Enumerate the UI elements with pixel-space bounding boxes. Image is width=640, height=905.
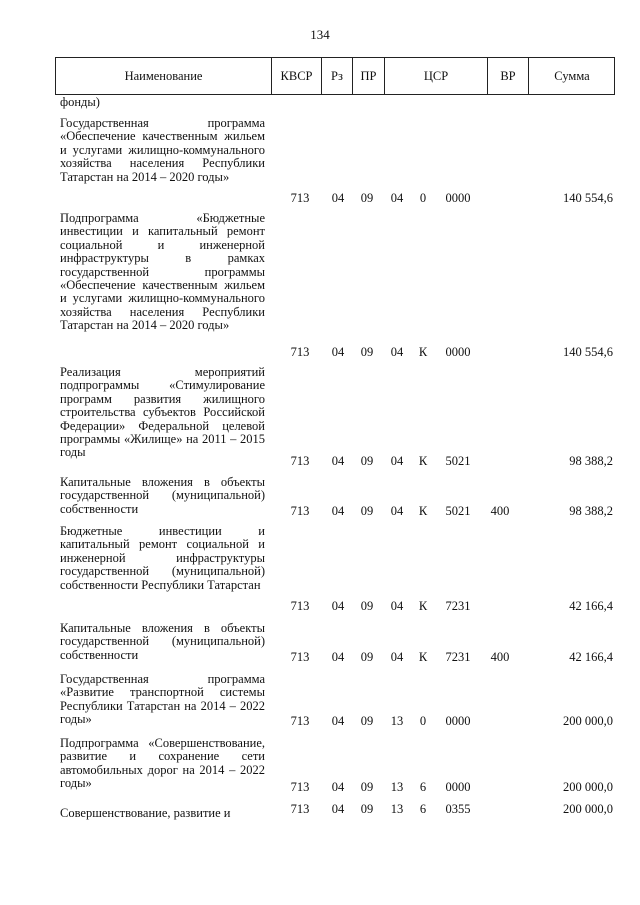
cell-csr-part3: 0000 bbox=[445, 714, 471, 728]
cell-csr-part2: К bbox=[418, 504, 428, 518]
cell-csr-part3: 5021 bbox=[445, 504, 471, 518]
cell-pr: 09 bbox=[360, 504, 374, 518]
cell-csr-part2: К bbox=[418, 599, 428, 613]
cell-csr-part1: 04 bbox=[390, 599, 404, 613]
cell-sum: 98 388,2 bbox=[569, 454, 613, 468]
cell-csr-part3: 5021 bbox=[445, 454, 471, 468]
cell-csr-part3: 0000 bbox=[445, 345, 471, 359]
cell-sum: 140 554,6 bbox=[563, 191, 613, 205]
cell-csr-part3: 0355 bbox=[445, 802, 471, 816]
cell-sum: 42 166,4 bbox=[569, 650, 613, 664]
cell-csr-part2: К bbox=[418, 345, 428, 359]
cell-csr-part1: 13 bbox=[390, 802, 404, 816]
cell-csr-part1: 13 bbox=[390, 780, 404, 794]
cell-csr-part1: 04 bbox=[390, 191, 404, 205]
col-header-vr: ВР bbox=[488, 58, 529, 94]
cell-rz: 04 bbox=[331, 802, 345, 816]
cell-sum: 42 166,4 bbox=[569, 599, 613, 613]
cell-csr-part2: 6 bbox=[419, 780, 427, 794]
cell-vr: 400 bbox=[490, 650, 510, 664]
cell-csr-part1: 04 bbox=[390, 454, 404, 468]
cell-kvsr: 713 bbox=[290, 802, 310, 816]
cell-pr: 09 bbox=[360, 650, 374, 664]
cell-rz: 04 bbox=[331, 650, 345, 664]
cell-rz: 04 bbox=[331, 191, 345, 205]
col-header-pr: ПР bbox=[353, 58, 385, 94]
cell-kvsr: 713 bbox=[290, 599, 310, 613]
cell-rz: 04 bbox=[331, 454, 345, 468]
cell-csr-part3: 0000 bbox=[445, 191, 471, 205]
cell-csr-part3: 7231 bbox=[445, 650, 471, 664]
cell-csr-part1: 13 bbox=[390, 714, 404, 728]
cell-rz: 04 bbox=[331, 345, 345, 359]
cell-rz: 04 bbox=[331, 714, 345, 728]
cell-pr: 09 bbox=[360, 345, 374, 359]
cell-kvsr: 713 bbox=[290, 780, 310, 794]
cell-sum: 200 000,0 bbox=[563, 714, 613, 728]
cell-pr: 09 bbox=[360, 780, 374, 794]
cell-kvsr: 713 bbox=[290, 345, 310, 359]
cell-name: Капитальные вложения в объекты государственной (муниципальной) собственности bbox=[60, 475, 265, 516]
cell-kvsr: 713 bbox=[290, 650, 310, 664]
cell-sum: 200 000,0 bbox=[563, 802, 613, 816]
cell-csr-part2: 0 bbox=[419, 714, 427, 728]
col-header-csr: ЦСР bbox=[385, 58, 488, 94]
cell-csr-part2: 6 bbox=[419, 802, 427, 816]
cell-sum: 200 000,0 bbox=[563, 780, 613, 794]
col-header-kvsr: КВСР bbox=[272, 58, 322, 94]
cell-name: Бюджетные инвестиции и капитальный ремонт социальной и инженерной инфраструктуры государственной (муниципальной) собственности Республики Татарстан bbox=[60, 524, 265, 592]
cell-rz: 04 bbox=[331, 599, 345, 613]
cell-name: Государственная программа «Обеспечение качественным жильем и услугами жилищно-коммунального хозяйства населения Республики Татарстан на 2014 – 2020 годы» bbox=[60, 116, 265, 184]
cell-name: Реализация мероприятий подпрограммы «Стимулирование программ развития жилищного строительства субъектов Российской Федерации» Федеральной целевой программы «Жилище» на 2011 – 2015 годы bbox=[60, 365, 265, 460]
col-header-sum: Сумма bbox=[554, 69, 590, 83]
cell-name: Подпрограмма «Бюджетные инвестиции и капитальный ремонт социальной и инженерной инфраструктуры в рамках государственной программы «Обеспечение качественным жильем и услугами жилищно-коммунального хозяйства населения Республики Татарстан на 2014 – 2020 годы» bbox=[60, 211, 265, 333]
cell-name: Совершенствование, развитие и bbox=[60, 806, 231, 820]
cell-rz: 04 bbox=[331, 504, 345, 518]
cell-pr: 09 bbox=[360, 454, 374, 468]
cell-csr-part3: 7231 bbox=[445, 599, 471, 613]
cell-pr: 09 bbox=[360, 802, 374, 816]
cell-pr: 09 bbox=[360, 191, 374, 205]
cell-name: Капитальные вложения в объекты государственной (муниципальной) собственности bbox=[60, 621, 265, 662]
cell-vr: 400 bbox=[490, 504, 510, 518]
cell-csr-part3: 0000 bbox=[445, 780, 471, 794]
col-header-rz: Рз bbox=[322, 58, 353, 94]
cell-csr-part1: 04 bbox=[390, 650, 404, 664]
cell-pr: 09 bbox=[360, 599, 374, 613]
cell-kvsr: 713 bbox=[290, 191, 310, 205]
cell-name: Подпрограмма «Совершенствование, развитие и сохранение сети автомобильных дорог на 2014 – 2022 годы» bbox=[60, 736, 265, 791]
cell-csr-part2: 0 bbox=[419, 191, 427, 205]
cell-pr: 09 bbox=[360, 714, 374, 728]
col-header-name: Наименование bbox=[56, 58, 272, 94]
page-number: 134 bbox=[310, 27, 330, 42]
cell-sum: 140 554,6 bbox=[563, 345, 613, 359]
cell-csr-part1: 04 bbox=[390, 504, 404, 518]
cell-csr-part2: К bbox=[418, 650, 428, 664]
table-header bbox=[55, 57, 615, 95]
cell-kvsr: 713 bbox=[290, 714, 310, 728]
cell-rz: 04 bbox=[331, 780, 345, 794]
cell-csr-part1: 04 bbox=[390, 345, 404, 359]
continuation-text: фонды) bbox=[60, 95, 100, 109]
cell-kvsr: 713 bbox=[290, 504, 310, 518]
cell-kvsr: 713 bbox=[290, 454, 310, 468]
cell-csr-part2: К bbox=[418, 454, 428, 468]
cell-sum: 98 388,2 bbox=[569, 504, 613, 518]
cell-name: Государственная программа «Развитие транспортной системы Республики Татарстан на 2014 – 2022 годы» bbox=[60, 672, 265, 727]
